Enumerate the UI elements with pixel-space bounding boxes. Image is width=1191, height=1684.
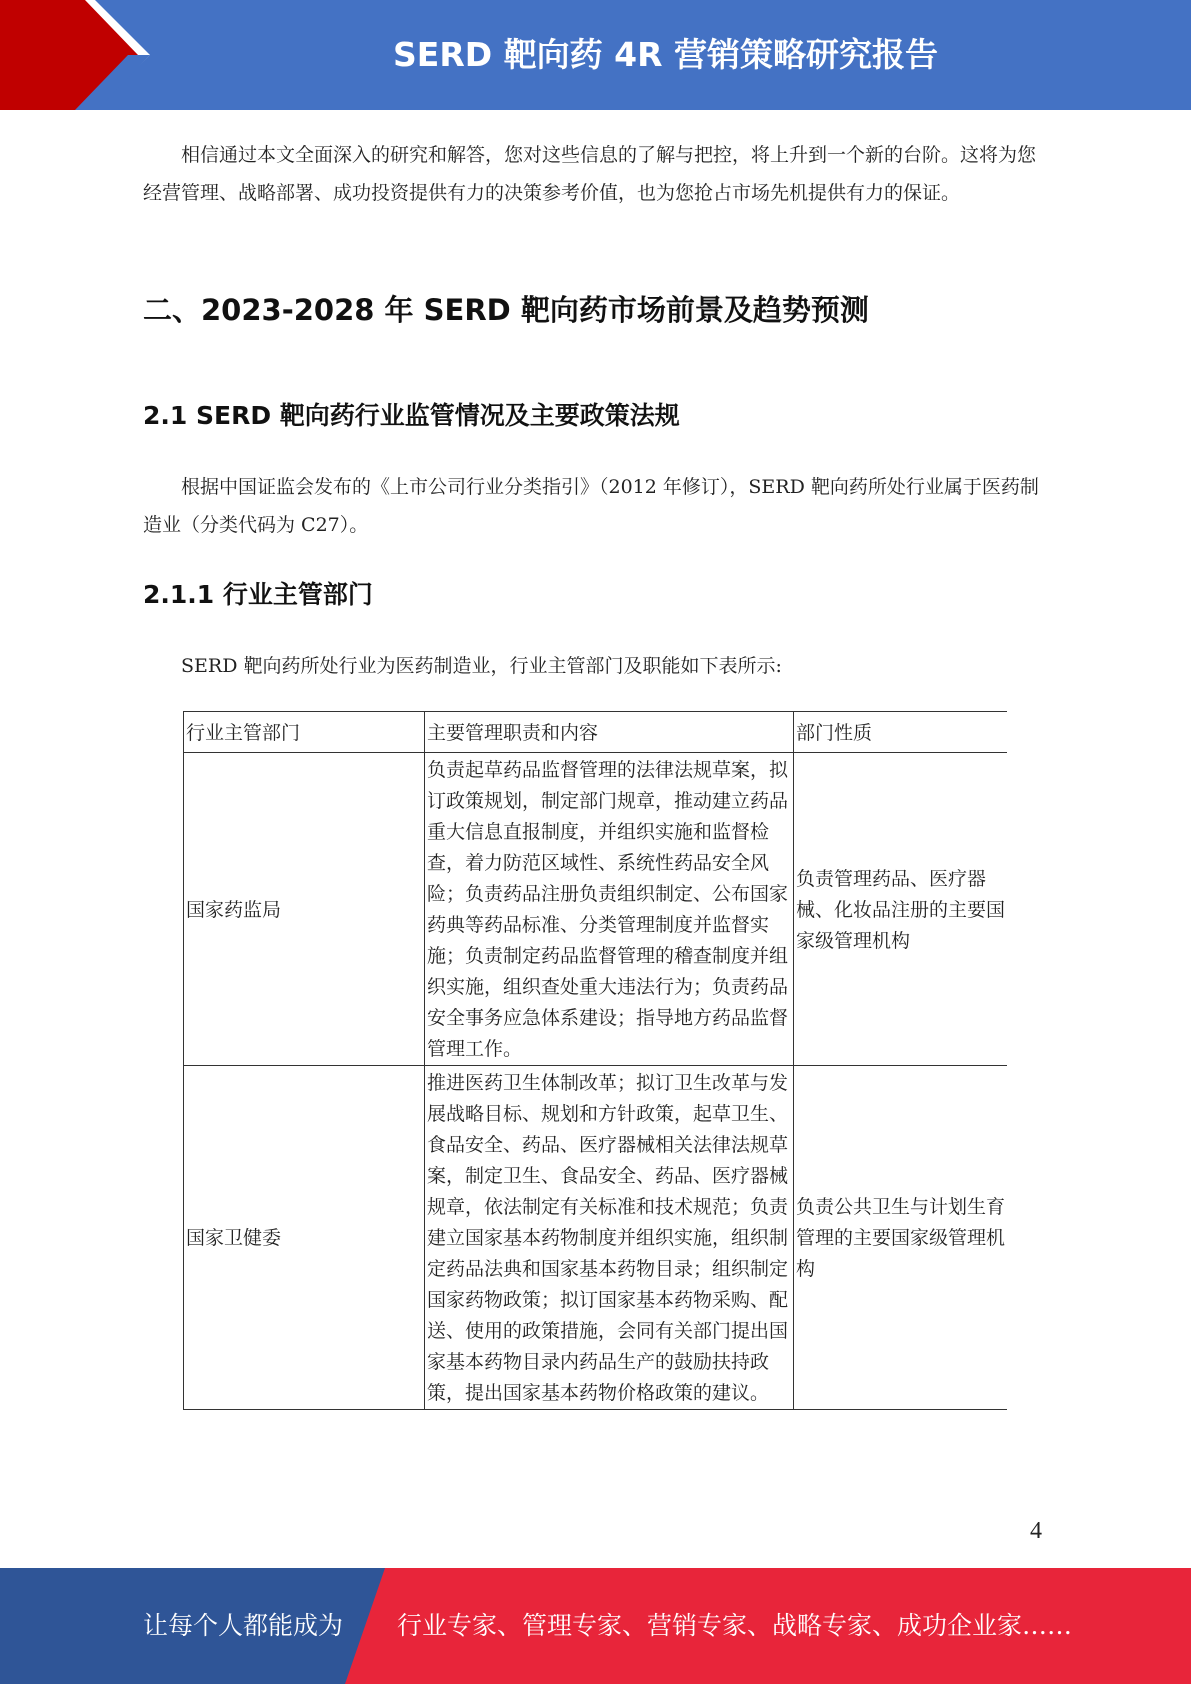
page-number: 4 [1030,1518,1042,1544]
classification-paragraph: 根据中国证监会发布的《上市公司行业分类指引》（2012 年修订），SERD 靶向药所处行业属于医药制造业（分类代码为 C27）。 [143,476,1039,536]
table-header-row [184,712,1008,753]
red-arrow-icon [0,0,150,110]
page-header [0,0,1191,110]
intro-paragraph: 相信通过本文全面深入的研究和解答，您对这些信息的了解与把控，将上升到一个新的台阶。这将为您经营管理、战略部署、成功投资提供有力的决策参考价值，也为您抢占市场先机提供有力的保证。 [143,144,1037,204]
report-title: SERD 靶向药 4R 营销策略研究报告 [393,35,938,74]
nature-cell: 负责公共卫生与计划生育管理的主要国家级管理机构 [794,1066,1008,1410]
page-footer [0,1568,1191,1684]
table-row [184,753,1008,1066]
footer-slogan-right: 行业专家、管理专家、营销专家、战略专家、成功企业家…… [397,1611,1073,1640]
regulator-table-wrapper [183,711,1007,1515]
nature-cell: 负责管理药品、医疗器械、化妆品注册的主要国家级管理机构 [794,753,1008,1066]
table-header-cell: 部门性质 [794,712,1008,753]
table-intro-paragraph: SERD 靶向药所处行业为医药制造业，行业主管部门及职能如下表所示: [181,655,782,677]
footer-slogan-left: 让每个人都能成为 [143,1611,344,1640]
section-heading: 二、2023-2028 年 SERD 靶向药市场前景及趋势预测 [143,293,869,327]
duties-cell: 推进医药卫生体制改革；拟订卫生改革与发展战略目标、规划和方针政策，起草卫生、食品安全、药品、医疗器械相关法律法规草案，制定卫生、食品安全、药品、医疗器械规章，依法制定有关标准和技术规范；负责建立国家基本药物制度并组织实施，组织制定药品法典和国家基本药物目录；组织制定国家药物政策；拟订国家基本药物采购、配送、使用的政策措施，会同有关部门提出国家基本药物目录内药品生产的鼓励扶持政策，提出国家基本药物价格政策的建议。 [425,1066,794,1410]
duties-cell: 负责起草药品监督管理的法律法规草案，拟订政策规划，制定部门规章，推动建立药品重大信息直报制度，并组织实施和监督检查，着力防范区域性、系统性药品安全风险；负责药品注册负责组织制定、公布国家药典等药品标准、分类管理制度并监督实施；负责制定药品监督管理的稽查制度并组织实施，组织查处重大违法行为；负责药品安全事务应急体系建设；指导地方药品监督管理工作。 [425,753,794,1066]
table-header-cell: 行业主管部门 [184,712,425,753]
department-cell: 国家卫健委 [184,1066,425,1410]
subsubsection-heading: 2.1.1 行业主管部门 [143,580,373,609]
subsection-heading: 2.1 SERD 靶向药行业监管情况及主要政策法规 [143,401,680,430]
table-row [184,1066,1008,1410]
department-cell: 国家药监局 [184,753,425,1066]
regulator-table [183,711,1007,1410]
table-header-cell: 主要管理职责和内容 [425,712,794,753]
